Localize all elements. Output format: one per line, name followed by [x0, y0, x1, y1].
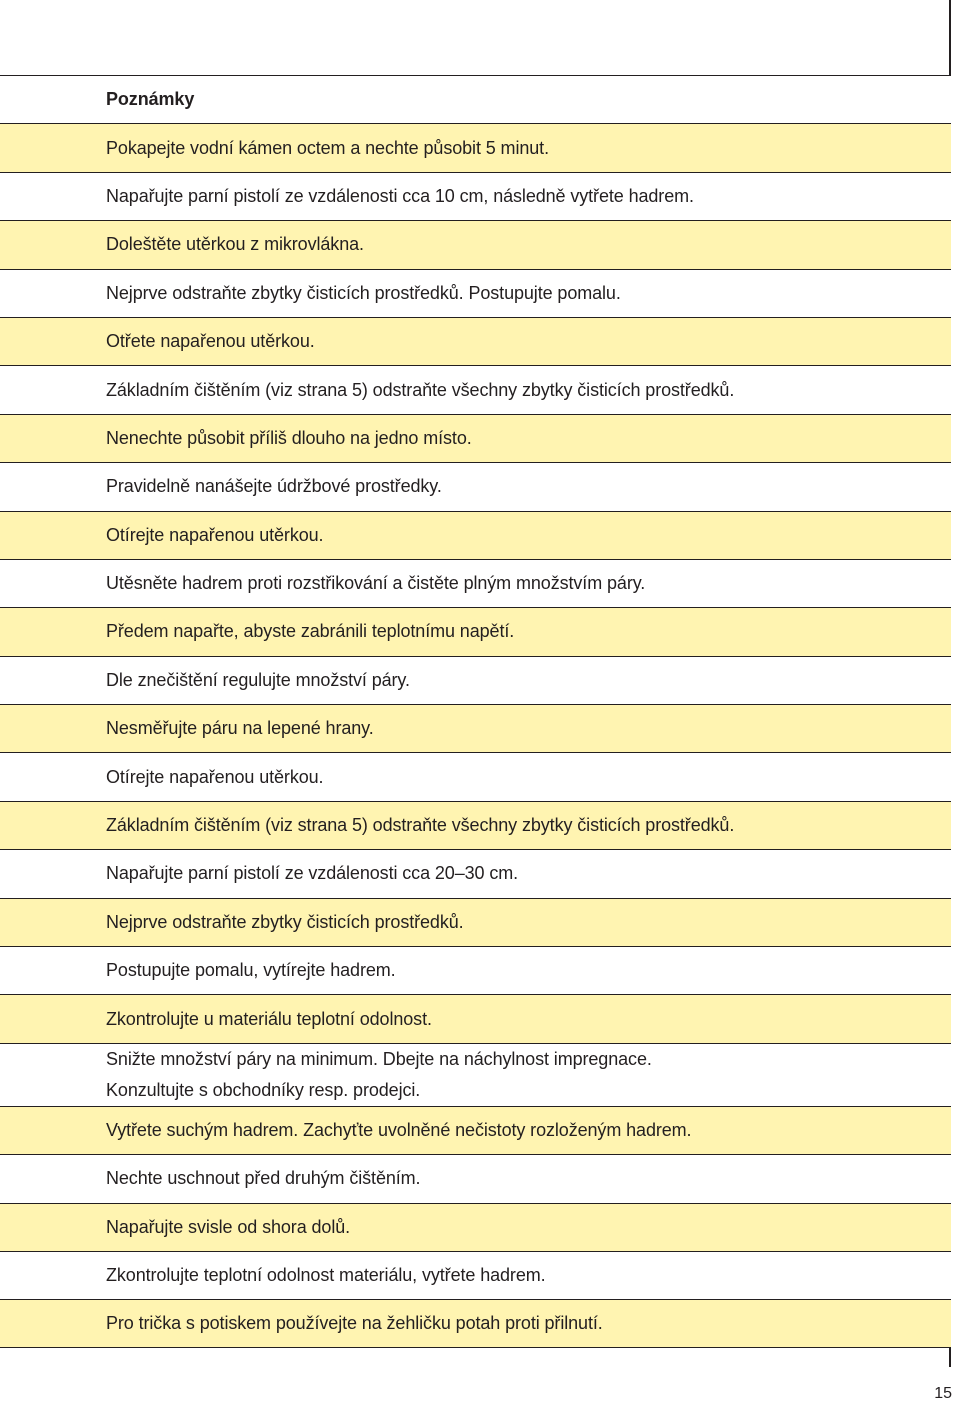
note-row — [0, 1299, 951, 1347]
note-row — [0, 1154, 951, 1202]
note-text: Otřete napařenou utěrkou. — [106, 331, 315, 352]
page-number: 15 — [934, 1385, 952, 1402]
note-text: Nejprve odstraňte zbytky čisticích prostředků. Postupujte pomalu. — [106, 282, 621, 303]
note-row — [0, 462, 951, 510]
note-text: Nesměřujte páru na lepené hrany. — [106, 718, 374, 739]
note-row — [0, 849, 951, 897]
note-text: Základním čištěním (viz strana 5) odstraňte všechny zbytky čisticích prostředků. — [106, 379, 735, 400]
note-row — [0, 1251, 951, 1299]
notes-rows — [0, 123, 951, 1347]
note-text: Zkontrolujte teplotní odolnost materiálu, vytřete hadrem. — [106, 1265, 546, 1286]
note-text: Dle znečištění regulujte množství páry. — [106, 669, 410, 690]
note-text: Pro trička s potiskem používejte na žehličku potah proti přilnutí. — [106, 1313, 603, 1334]
note-row — [0, 123, 951, 171]
note-text: Napařujte svisle od shora dolů. — [106, 1216, 351, 1237]
note-row — [0, 414, 951, 462]
note-text: Napařujte parní pistolí ze vzdálenosti cca 20–30 cm. — [106, 863, 519, 884]
note-row — [0, 1106, 951, 1154]
note-row — [0, 1043, 951, 1106]
note-row — [0, 317, 951, 365]
note-text: Otírejte napařenou utěrkou. — [106, 524, 324, 545]
note-row — [0, 1203, 951, 1251]
note-text: Postupujte pomalu, vytírejte hadrem. — [106, 960, 396, 981]
note-row — [0, 607, 951, 655]
note-text: Snižte množství páry na minimum. Dbejte na náchylnost impregnace. — [106, 1048, 652, 1069]
note-text: Nenechte působit příliš dlouho na jedno místo. — [106, 427, 472, 448]
note-row — [0, 946, 951, 994]
note-text: Zkontrolujte u materiálu teplotní odolnost. — [106, 1008, 432, 1029]
notes-table — [0, 75, 951, 1348]
note-text: Pravidelně nanášejte údržbové prostředky. — [106, 476, 442, 497]
note-row — [0, 801, 951, 849]
note-row — [0, 656, 951, 704]
notes-header-label: Poznámky — [106, 89, 195, 110]
note-row — [0, 752, 951, 800]
note-text: Základním čištěním (viz strana 5) odstraňte všechny zbytky čisticích prostředků. — [106, 815, 735, 836]
note-text: Předem napařte, abyste zabránili teplotnímu napětí. — [106, 621, 515, 642]
note-text: Pokapejte vodní kámen octem a nechte působit 5 minut. — [106, 137, 549, 158]
note-text: Nechte uschnout před druhým čištěním. — [106, 1168, 421, 1189]
note-row — [0, 559, 951, 607]
note-text: Nejprve odstraňte zbytky čisticích prostředků. — [106, 911, 464, 932]
note-text: Doleštěte utěrkou z mikrovlákna. — [106, 234, 364, 255]
note-text: Utěsněte hadrem proti rozstřikování a čistěte plným množstvím páry. — [106, 573, 646, 594]
note-text: Napařujte parní pistolí ze vzdálenosti cca 10 cm, následně vytřete hadrem. — [106, 185, 694, 206]
note-row — [0, 898, 951, 946]
note-row — [0, 365, 951, 413]
note-row — [0, 269, 951, 317]
note-row — [0, 220, 951, 268]
note-row — [0, 172, 951, 220]
note-text-second-line: Konzultujte s obchodníky resp. prodejci. — [106, 1079, 421, 1100]
note-text: Otírejte napařenou utěrkou. — [106, 766, 324, 787]
note-text: Vytřete suchým hadrem. Zachyťte uvolněné nečistoty rozloženým hadrem. — [106, 1120, 692, 1140]
notes-header — [0, 75, 951, 123]
note-row — [0, 704, 951, 752]
note-row — [0, 994, 951, 1042]
note-row — [0, 511, 951, 559]
